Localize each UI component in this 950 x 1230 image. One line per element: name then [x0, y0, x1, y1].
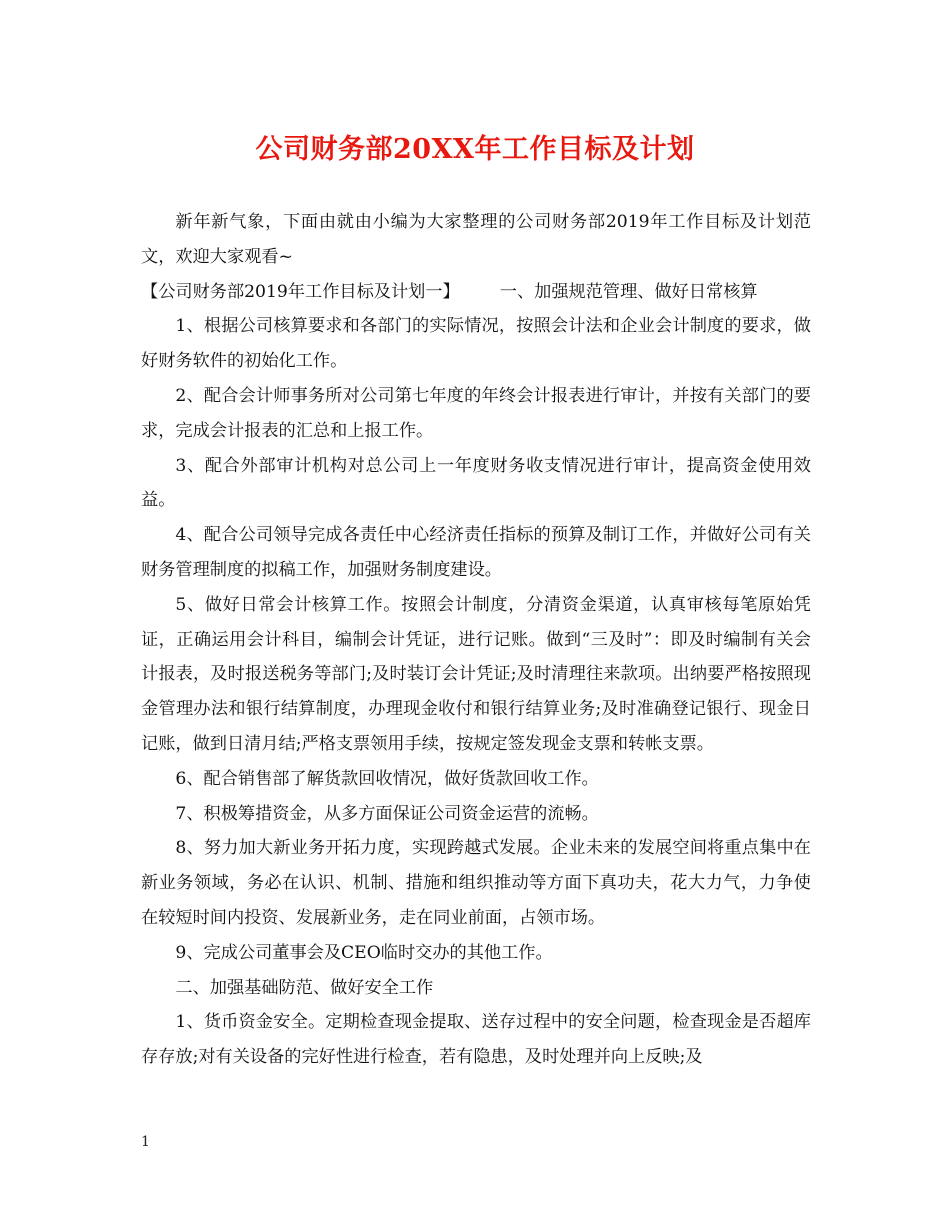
section1-item-6: 6、配合销售部了解货款回收情况，做好货款回收工作。 [175, 768, 599, 789]
page-number: 1 [141, 1134, 150, 1150]
section-bracket-heading: 【公司财务部2019年工作目标及计划一】 [141, 281, 460, 302]
section1-item-7: 7、积极筹措资金，从多方面保证公司资金运营的流畅。 [175, 803, 599, 824]
section1-item-5: 5、做好日常会计核算工作。按照会计制度，分清资金渠道，认真审核每笔原始凭证，正确运用会计科目，编制会计凭证，进行记账。做到“三及时”：即及时编制有关会计报表，及时报送税务等部门;及时装订会计凭证;及时清理往来款项。出纳要严格按照现金管理办法和银行结算制度，办理现金收付和银行结算业务;及时准确登记银行、现金日记账，做到日清月结;严格支票领用手续，按规定签发现金支票和转帐支票。 [141, 594, 811, 754]
intro-paragraph: 新年新气象，下面由就由小编为大家整理的公司财务部2019年工作目标及计划范文，欢迎大家观看~ [141, 212, 811, 267]
section2-heading: 二、加强基础防范、做好安全工作 [175, 977, 434, 998]
document-body [141, 205, 811, 1075]
document-title: 公司财务部20XX年工作目标及计划 [255, 134, 695, 165]
section1-item-9: 9、完成公司董事会及CEO临时交办的其他工作。 [175, 942, 553, 963]
section1-item-4: 4、配合公司领导完成各责任中心经济责任指标的预算及制订工作，并做好公司有关财务管理制度的拟稿工作，加强财务制度建设。 [141, 525, 811, 580]
section1-item-8: 8、努力加大新业务开拓力度，实现跨越式发展。企业未来的发展空间将重点集中在新业务领域，务必在认识、机制、措施和组织推动等方面下真功夫，花大力气，力争使在较短时间内投资、发展新业务，走在同业前面，占领市场。 [141, 838, 811, 928]
section1-heading: 一、加强规范管理、做好日常核算 [499, 281, 758, 302]
section-heading-line [141, 275, 811, 310]
section1-item-2: 2、配合会计师事务所对公司第七年度的年终会计报表进行审计，并按有关部门的要求，完成会计报表的汇总和上报工作。 [141, 385, 811, 441]
section1-item-3: 3、配合外部审计机构对总公司上一年度财务收支情况进行审计，提高资金使用效益。 [141, 455, 811, 511]
section2-item-1: 1、货币资金安全。定期检查现金提取、送存过程中的安全问题，检查现金是否超库存存放;对有关设备的完好性进行检查，若有隐患，及时处理并向上反映;及 [141, 1012, 811, 1068]
section1-item-1: 1、根据公司核算要求和各部门的实际情况，按照会计法和企业会计制度的要求，做好财务软件的初始化工作。 [141, 316, 811, 372]
